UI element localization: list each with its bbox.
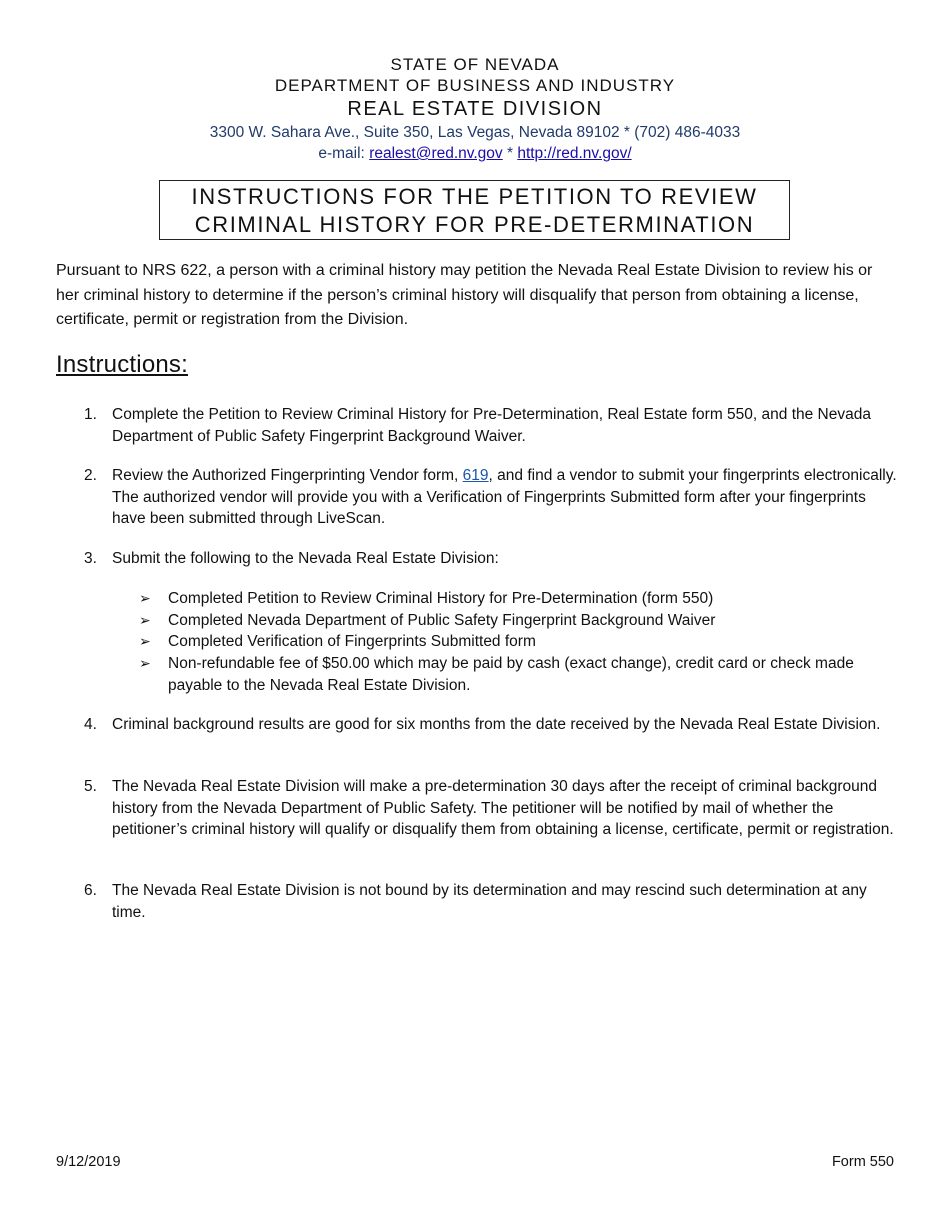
item-number: 5. <box>84 778 97 795</box>
item-text-before-link: Review the Authorized Fingerprinting Vendor form, <box>112 467 463 484</box>
item-text: The Nevada Real Estate Division will make a pre-determination 30 days after the receipt of criminal background history from the Nevada Department of Public Safety. The petitioner will be notified by mail of whether the petitioner’s criminal history will qualify or disqualify them from obtaining a license, certificate, permit or registration. <box>112 778 894 838</box>
bullet-text: Completed Nevada Department of Public Safety Fingerprint Background Waiver <box>168 612 716 629</box>
arrow-bullet-icon: ➢ <box>139 655 151 671</box>
email-link[interactable]: realest@red.nv.gov <box>369 145 503 162</box>
arrow-bullet-icon: ➢ <box>139 612 151 628</box>
division-address: 3300 W. Sahara Ave., Suite 350, Las Vegas, Nevada 89102 * (702) 486-4033 <box>209 124 741 141</box>
document-title-box <box>159 180 790 240</box>
arrow-bullet-icon: ➢ <box>139 633 151 649</box>
item-text: Submit the following to the Nevada Real Estate Division: <box>112 550 499 567</box>
email-label: e-mail: <box>318 145 370 162</box>
bullet-text: Non-refundable fee of $50.00 which may be paid by cash (exact change), credit card or check made payable to the Nevada Real Estate Division. <box>168 655 854 694</box>
department-name: DEPARTMENT OF BUSINESS AND INDUSTRY <box>274 76 676 95</box>
item-text: Complete the Petition to Review Criminal History for Pre-Determination, Real Estate form 550, and the Nevada Department of Public Safety Fingerprint Background Waiver. <box>112 406 871 445</box>
website-link[interactable]: http://red.nv.gov/ <box>517 145 632 162</box>
revision-date: 9/12/2019 <box>56 1154 121 1170</box>
contact-separator: * <box>502 145 518 162</box>
item-text <box>112 465 898 530</box>
item-text-after-link: , and find a vendor to submit your fingerprints electronically. The authorized vendor will provide you with a Verification of Fingerprints Submitted form after your fingerprints have been submitted through LiveScan. <box>112 467 897 527</box>
item-number: 4. <box>84 716 97 733</box>
item-number: 6. <box>84 882 97 899</box>
document-title-line2: CRIMINAL HISTORY FOR PRE-DETERMINATION <box>194 212 755 237</box>
arrow-bullet-icon: ➢ <box>139 590 151 606</box>
form-number: Form 550 <box>831 1154 894 1170</box>
division-name: REAL ESTATE DIVISION <box>347 98 603 120</box>
state-name: STATE OF NEVADA <box>390 55 560 74</box>
instructions-heading: Instructions: <box>56 351 188 378</box>
item-number: 1. <box>84 406 97 423</box>
contact-line <box>0 143 950 164</box>
bullet-text: Completed Verification of Fingerprints Submitted form <box>168 633 536 650</box>
intro-paragraph: Pursuant to NRS 622, a person with a criminal history may petition the Nevada Real Estate Division to review his or her criminal history to determine if the person’s criminal history will disqualify that person from obtaining a license, certificate, permit or registration from the Division. <box>56 262 873 328</box>
vendor-form-619-link[interactable]: 619 <box>462 467 489 484</box>
item-text: The Nevada Real Estate Division is not bound by its determination and may rescind such determination at any time. <box>112 882 867 921</box>
letterhead <box>0 54 950 164</box>
item-number: 3. <box>84 550 97 567</box>
bullet-text: Completed Petition to Review Criminal History for Pre-Determination (form 550) <box>168 590 714 607</box>
item-number: 2. <box>84 467 97 484</box>
document-title-line1: INSTRUCTIONS FOR THE PETITION TO REVIEW <box>191 184 758 209</box>
item-text: Criminal background results are good for six months from the date received by the Nevada Real Estate Division. <box>112 716 881 733</box>
